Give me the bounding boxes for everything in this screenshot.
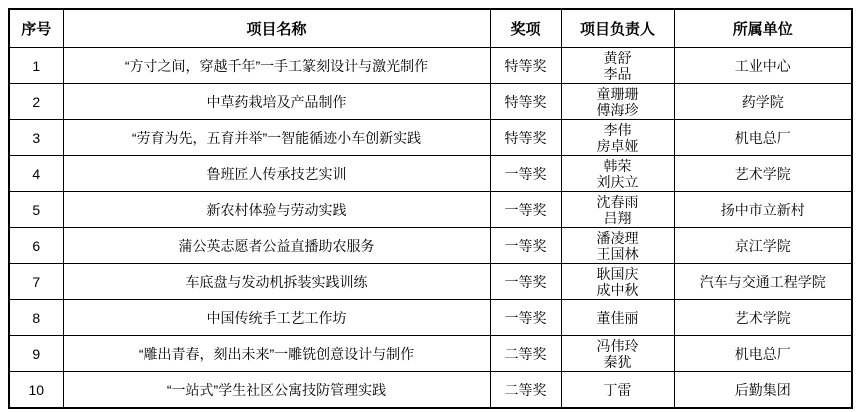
leader-name: 童珊珊 [596,85,639,102]
cell-award: 特等奖 [490,120,561,156]
cell-leaders [561,192,674,228]
leader-name: 刘庆立 [596,173,639,190]
cell-project-name: 鲁班匠人传承技艺实训 [63,156,490,192]
cell-project-name: “一站式”学生社区公寓技防管理实践 [63,372,490,409]
cell-leaders [561,264,674,300]
cell-unit: 汽车与交通工程学院 [674,264,852,300]
cell-project-name: 新农村体验与劳动实践 [63,192,490,228]
cell-no: 7 [9,264,63,300]
leader-name: 潘凌理 [596,229,639,246]
table-row [9,300,852,336]
leader-name: 吕翔 [603,209,632,226]
table-row [9,264,852,300]
leader-name: 沈春雨 [596,193,639,210]
leader-name: 成中秋 [596,281,639,298]
cell-award: 一等奖 [490,156,561,192]
cell-leaders [561,120,674,156]
cell-unit: 扬中市立新村 [674,192,852,228]
cell-no: 9 [9,336,63,372]
cell-award: 二等奖 [490,336,561,372]
cell-leaders [561,372,674,409]
cell-unit: 艺术学院 [674,300,852,336]
cell-no: 1 [9,48,63,84]
cell-unit: 后勤集团 [674,372,852,409]
cell-award: 一等奖 [490,300,561,336]
cell-award: 一等奖 [490,192,561,228]
cell-project-name: 车底盘与发动机拆装实践训练 [63,264,490,300]
cell-unit: 工业中心 [674,48,852,84]
table-row [9,156,852,192]
cell-leaders [561,336,674,372]
cell-award: 二等奖 [490,372,561,409]
cell-unit: 京江学院 [674,228,852,264]
cell-leaders [561,84,674,120]
cell-project-name: 蒲公英志愿者公益直播助农服务 [63,228,490,264]
leader-name: 傅海珍 [596,101,639,118]
cell-leaders [561,300,674,336]
leader-name: 房卓娅 [596,137,639,154]
cell-no: 10 [9,372,63,409]
table-row [9,372,852,409]
cell-leaders [561,156,674,192]
table-row [9,336,852,372]
header-unit: 所属单位 [674,9,852,48]
award-results-table [8,8,853,409]
table-body [9,48,852,409]
cell-leaders [561,48,674,84]
header-no: 序号 [9,9,63,48]
table-row [9,228,852,264]
leader-name: 秦犹 [603,353,632,370]
cell-award: 一等奖 [490,264,561,300]
cell-award: 一等奖 [490,228,561,264]
cell-no: 4 [9,156,63,192]
table-row [9,84,852,120]
leader-name: 韩荣 [603,157,632,174]
cell-project-name: “劳育为先，五育并举”一智能循迹小车创新实践 [63,120,490,156]
table-row [9,48,852,84]
leader-name: 董佳丽 [596,309,639,326]
cell-award: 特等奖 [490,84,561,120]
leader-name: 丁雷 [603,381,632,398]
leader-name: 黄舒 [603,49,632,66]
cell-project-name: “雕出青春，刻出未来”一雕铣创意设计与制作 [63,336,490,372]
cell-project-name: 中国传统手工艺工作坊 [63,300,490,336]
leader-name: 李品 [603,65,632,82]
table-row [9,192,852,228]
cell-no: 8 [9,300,63,336]
header-award: 奖项 [490,9,561,48]
table-row [9,120,852,156]
cell-unit: 机电总厂 [674,336,852,372]
header-name: 项目名称 [63,9,490,48]
cell-award: 特等奖 [490,48,561,84]
table-header-row [9,9,852,48]
leader-name: 冯伟玲 [596,337,639,354]
cell-no: 3 [9,120,63,156]
cell-no: 2 [9,84,63,120]
cell-leaders [561,228,674,264]
cell-project-name: “方寸之间，穿越千年”一手工篆刻设计与激光制作 [63,48,490,84]
cell-no: 5 [9,192,63,228]
cell-unit: 机电总厂 [674,120,852,156]
header-leader: 项目负责人 [561,9,674,48]
cell-no: 6 [9,228,63,264]
cell-project-name: 中草药栽培及产品制作 [63,84,490,120]
leader-name: 李伟 [603,121,632,138]
leader-name: 王国林 [596,245,639,262]
cell-unit: 艺术学院 [674,156,852,192]
leader-name: 耿国庆 [596,265,639,282]
cell-unit: 药学院 [674,84,852,120]
